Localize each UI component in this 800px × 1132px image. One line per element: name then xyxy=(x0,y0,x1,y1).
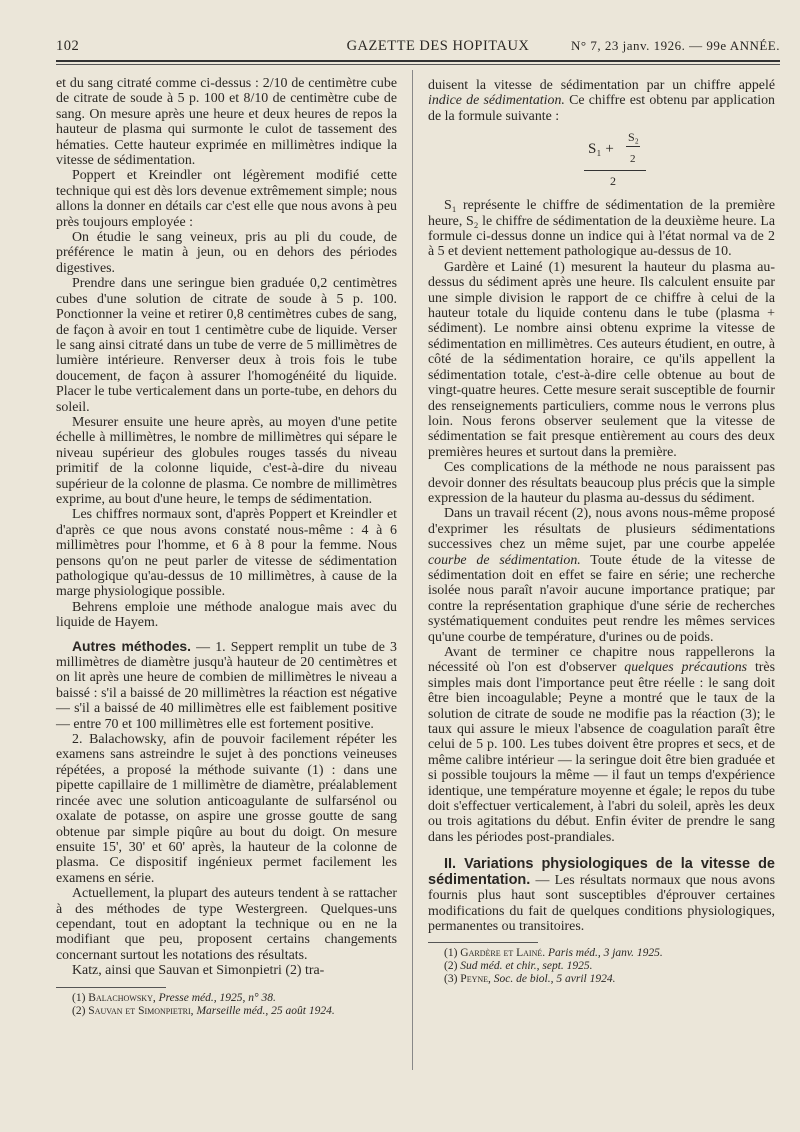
paragraph: Dans un travail récent (2), nous avons nous-même proposé d'exprimer les résultats de plusieurs sédimentations successives chez un même sujet, par une courbe appelée courbe de sédimentation. Toute étude de la vitesse de sédimentation doit en effet se faire en série; une recherche isolée nous paraît n'avoir aucune importance pratique; par contre la représentation graphique d'une série de recherches systématiquement conduites peut rendre les mêmes services qu'une courbe de température, d'urines ou de poids. xyxy=(428,506,775,645)
running-header xyxy=(56,30,780,60)
subheading: Autres méthodes. xyxy=(72,637,192,654)
paragraph: Mesurer ensuite une heure après, au moyen d'une petite échelle à millimètres, le nombre de millimètres qui sépare le niveau supérieur des globules rouges tassés du niveau primitif de la colonne liquide, c'est-à-dire du niveau supérieur de la colonne de plasma. Ce nombre de millimètres exprime, au bout d'une heure, le temps de sédimentation. xyxy=(56,414,397,507)
paragraph: et du sang citraté comme ci-dessus : 2/10 de centimètre cube de citrate de soude à 5 p. 100 et 8/10 de centimètre cube de sang. On mesure après une heure et deux heures de repos la hauteur de plasma qui surmonte le culot de tassement des hématies. Cette hauteur exprimée en millimètres indique la vitesse de sédimentation. xyxy=(56,76,397,169)
paragraph: Les chiffres normaux sont, d'après Poppert et Kreindler et d'après ce que nous avons constaté nous-même : 4 à 6 millimètres pour l'homme, et 6 à 8 pour la femme. Nous pensons qu'on ne peut parler de vitesse de sédimentation pathologique qu'au-dessus de 10 millimètres, à cause de la marge physiologique possible. xyxy=(56,507,397,600)
column-separator xyxy=(412,70,413,1070)
section-heading: II. Variations physiologiques de la vitesse de sédimentation. xyxy=(428,856,775,888)
formula-denominator: 2 xyxy=(610,174,616,189)
paragraph: Actuellement, la plupart des auteurs tendent à se rattacher à des méthodes de type Westergreen. Quelques-uns cependant, tout en adoptant la technique ou en ne la modifiant que peu, proposent certains changements concernant surtout les notations des résultats. xyxy=(56,886,397,963)
footnote-2: (2) Sud méd. et chir., sept. 1925. xyxy=(444,960,593,973)
paragraph: Behrens emploie une méthode analogue mais avec du liquide de Hayem. xyxy=(56,599,397,631)
paragraph: Ces complications de la méthode ne nous paraissent pas devoir donner des résultats beaucoup plus précis que la simple expression de la hauteur du plasma au-dessus du sédiment. xyxy=(428,460,775,506)
left-column xyxy=(56,76,397,1018)
journal-title: GAZETTE DES HOPITAUX xyxy=(346,38,530,54)
formula-s2: S₂ xyxy=(628,130,639,145)
paragraph: Poppert et Kreindler ont légèrement modifié cette technique qui est dès lors devenue extrêmement simple; nous allons la donner en détails car c'est elle que nous avons à peu près toujours employée : xyxy=(56,168,397,230)
paragraph: Gardère et Lainé (1) mesurent la hauteur du plasma au-dessus du sédiment après une heure. Ils calculent ensuite par une simple division le rapport de ce chiffre à celui de la hauteur totale du liquide contenu dans le tube (plasma + sédiment). Le nombre ainsi obtenu exprime la vitesse de sédimentation en millimètres. Ces auteurs étudient, en outre, à côté de la sédimentation horaire, ce qu'ils appellent la sédimentation totale, c'est-à-dire celle obtenue au bout de vingt-quatre heures. Cette mesure serait susceptible de fournir des renseignements particuliers, comme nous le verrons plus loin. Nous ferons observer seulement que la vitesse de sédimentation se fait presque entièrement au cours des deux premières heures et surtout dans la première. xyxy=(428,259,775,460)
footnote-1: (1) Balachowsky, Presse méd., 1925, n° 38. xyxy=(72,991,276,1004)
paragraph: Katz, ainsi que Sauvan et Simonpietri (2) tra- xyxy=(72,963,325,979)
paragraph-section-ii: II. Variations physiologiques de la vitesse de sédimentation. — Les résultats normaux que nous avons fournis plus haut sont susceptibles d'éprouver certaines modifications du fait de quelques conditions physiologiques, permanentes ou transitoires. xyxy=(428,856,775,934)
issue-info: N° 7, 23 janv. 1926. — 99e ANNÉE. xyxy=(571,38,780,53)
footnote-rule xyxy=(428,942,538,943)
paragraph: 2. Balachowsky, afin de pouvoir facilement répéter les examens sans astreindre le sujet à des ponctions veineuses répétées, a proposé la méthode suivante (1) : dans une pipette capillaire de 1 millimètre de diamètre, préalablement rincée avec une solution anticoagulante de sulfarsénol ou oxalate de potasse, on aspire une grosse goutte de sang obtenue par simple piqûre au bout du doigt. On mesure ensuite 15', 30' et 60' après, la hauteur de la colonne de plasma. Ce dispositif ingénieux permet facilement les examens en série. xyxy=(56,732,397,886)
page-number: 102 xyxy=(56,38,80,54)
footnote-1: (1) Gardère et Lainé. Paris méd., 3 janv. 1925. xyxy=(444,947,663,960)
header-rule-thin xyxy=(56,64,780,65)
paragraph: S₁ représente le chiffre de sédimentation de la première heure, S₂ le chiffre de sédimentation de la deuxième heure. La formule ci-dessus donne un indice qui à l'état normal va de 2 à 5 et devient nettement pathologique au-dessus de 10. xyxy=(428,198,775,260)
paragraph: On étudie le sang veineux, pris au pli du coude, de préférence le matin à jeun, ou en dehors des périodes digestives. xyxy=(56,230,397,276)
paragraph: Avant de terminer ce chapitre nous rappellerons la nécessité où l'on est d'observer quelques précautions très simples mais dont l'importance peut être réelle : le sang doit être bien incoagulable; Peyne a montré que le taux de la solution de citrate de soude ne modifie pas la réaction (3); le taux qui assure le mieux l'absence de coagulation paraît être celui de 5 p. 100. Les tubes doivent être propres et secs, et de même calibre intérieur — la seringue doit être bien graduée et si possible toujours la même — il faut un temps d'expérience identique, une température moyenne et égale; le repos du tube doit s'effectuer verticalement, à l'abri du soleil, après les deux ou trois agitations du début. Enfin éviter de prendre le sang dans les périodes post-prandiales. xyxy=(428,645,776,845)
fraction-bar xyxy=(584,170,646,171)
paragraph-autres-methodes: Autres méthodes. — 1. Seppert remplit un tube de 3 millimètres de diamètre jusqu'à hauteur de 20 centimètres et on lit après une heure de combien de millimètres le niveau a baissé : s'il a baissé de 20 millimètres la réaction est négative — s'il a baissé de 40 millimètres elle est faiblement positive — entre 70 et 100 millimètres elle est fortement positive. xyxy=(56,637,397,732)
footnote-rule xyxy=(56,987,166,988)
formula-s1: S₁ + xyxy=(588,141,614,158)
formula-small-denominator: 2 xyxy=(630,153,636,166)
paragraph: duisent la vitesse de sédimentation par un chiffre appelé indice de sédimentation. Ce chiffre est obtenu par application de la formule suivante : xyxy=(428,78,775,124)
fraction-bar xyxy=(626,146,640,147)
right-column xyxy=(428,78,775,986)
sedimentation-formula xyxy=(428,130,775,192)
paragraph: Prendre dans une seringue bien graduée 0,2 centimètres cubes d'une solution de citrate de soude à 5 p. 100. Ponctionner la veine et retirer 0,8 centimètres cubes de sang, de façon à avoir en tout 1 centimètre cube de liquide. Verser le sang ainsi citraté dans un tube de verre de 5 millimètres de lumière intérieure. Renverser deux à trois fois le tube doucement, de façon à assurer l'homogénéité du liquide. Placer le tube verticalement dans un porte-tube, en dehors du soleil. xyxy=(56,276,397,415)
footnote-3: (3) Peyne, Soc. de biol., 5 avril 1924. xyxy=(444,973,616,986)
footnote-2: (2) Sauvan et Simonpietri, Marseille méd., 25 août 1924. xyxy=(72,1004,335,1017)
header-rule xyxy=(56,60,780,62)
